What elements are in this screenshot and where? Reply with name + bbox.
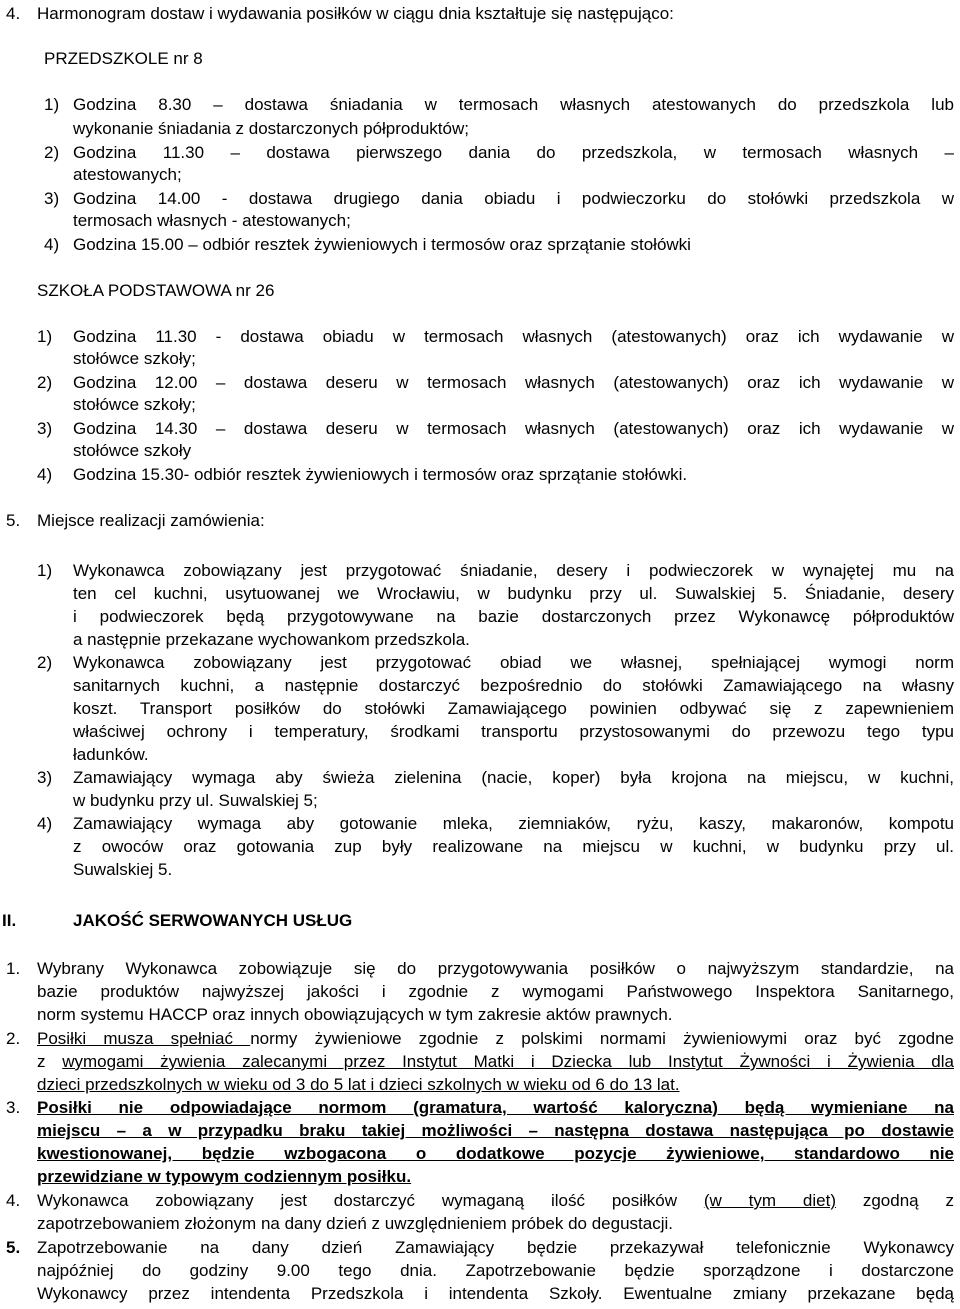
paragraph-line (37, 1052, 954, 1072)
paragraph-text: normy żywieniowe zgodnie z polskimi normami żywieniowymi oraz być zgodne (250, 1029, 954, 1048)
list-item-line: Wykonawca zobowiązany jest przygotować śniadanie, desery i podwieczorek w wynajętej mu na (73, 561, 954, 580)
list-item-line: koszt. Transport posiłków do stołówki Zamawiającego powinien odbywać się z zapewnieniem (73, 699, 954, 718)
paragraph-number: 3. (6, 1098, 21, 1117)
list-item-line: stołówce szkoły; (73, 349, 196, 368)
list-item-line: Godzina 15.30- odbiór resztek żywieniowych i termosów oraz sprzątanie stołówki. (73, 465, 688, 484)
paragraph-number: 5. (6, 1238, 21, 1257)
bold-underlined-line: kwestionowanej, będzie wzbogacona o dodatkowe pozycje żywieniowe, standardowo nie (37, 1144, 954, 1163)
bold-underlined-line: miejscu – a w przypadku braku takiej możliwości – następna dostawa następująca po dostawie (37, 1121, 954, 1140)
list-number: 1) (37, 327, 53, 346)
section-heading: JAKOŚĆ SERWOWANYCH USŁUG (73, 911, 353, 930)
list-number: 4) (37, 814, 53, 833)
subsection-title-przedszkole: PRZEDSZKOLE nr 8 (44, 49, 203, 68)
list-item-line: Godzina 11.30 - dostawa obiadu w termosach własnych (atestowanych) oraz ich wydawanie w (73, 327, 954, 346)
list-item-line: Zamawiający wymaga aby świeża zielenina (nacie, koper) była krojona na miejscu, w kuchni, (73, 768, 954, 787)
list-number: 4) (37, 465, 53, 484)
list-number: 1) (44, 95, 60, 114)
paragraph-text: Wykonawca zobowiązany jest dostarczyć wymaganą ilość posiłków (37, 1191, 704, 1210)
list-number: 1) (37, 561, 53, 580)
section-number: 5. (6, 511, 21, 530)
list-item-line: i podwieczorek będą przygotowywane na bazie dostarczonych przez Wykonawcę półproduktów (73, 607, 954, 626)
list-item-line: stołówce szkoły (73, 441, 192, 460)
bold-underlined-line: przewidziane w typowym codziennym posiłku. (37, 1167, 412, 1186)
paragraph-line: bazie produktów najwyższej jakości i zgodnie z wymogami Państwowego Inspektora Sanitarnego, (37, 982, 954, 1001)
section-heading: Harmonogram dostaw i wydawania posiłków w ciągu dnia kształtuje się następująco: (37, 4, 674, 23)
list-number: 3) (44, 189, 60, 208)
list-number: 2) (44, 143, 60, 162)
paragraph-line: norm systemu HACCP oraz innych obowiązujących w tym zakresie aktów prawnych. (37, 1005, 673, 1024)
paragraph-line (37, 1191, 954, 1211)
list-item-line: właściwej ochrony i temperatury, środkami transportu przystosowanymi do przewozu tego typu (73, 722, 954, 741)
list-item-line: w budynku przy ul. Suwalskiej 5; (73, 791, 318, 810)
paragraph-number: 1. (6, 959, 21, 978)
underlined-text: dzieci przedszkolnych w wieku od 3 do 5 lat i dzieci szkolnych w wieku od 6 do 13 lat. (37, 1075, 680, 1094)
list-item-line: ten cel kuchni, usytuowanej we Wrocławiu, w budynku przy ul. Suwalskiej 5. Śniadanie, desery (73, 584, 954, 603)
list-item-line: Wykonawca zobowiązany jest przygotować obiad we własnej, spełniającej wymogi norm (73, 653, 954, 672)
list-item-line: Godzina 14.30 – dostawa deseru w termosach własnych (atestowanych) oraz ich wydawanie w (73, 419, 954, 438)
paragraph-line: Zapotrzebowanie na dany dzień Zamawiający będzie przekazywał telefonicznie Wykonawcy (37, 1238, 954, 1257)
paragraph-line: Wykonawcy przez intendenta Przedszkola i intendenta Szkoły. Ewentualne zmiany przekazane będą (37, 1284, 954, 1303)
list-item-line: Godzina 8.30 – dostawa śniadania w termosach własnych atestowanych do przedszkola lub (73, 95, 954, 114)
list-item-line: Godzina 12.00 – dostawa deseru w termosach własnych (atestowanych) oraz ich wydawanie w (73, 373, 954, 392)
paragraph-text: zgodną z (836, 1191, 954, 1210)
list-item-line: wykonanie śniadania z dostarczonych półproduktów; (73, 119, 469, 138)
list-item-line: Suwalskiej 5. (73, 860, 173, 879)
list-number: 3) (37, 768, 53, 787)
paragraph-line: najpóźniej do godziny 9.00 tego dnia. Zapotrzebowanie będzie sporządzone i dostarczone (37, 1261, 954, 1280)
list-item-line: ładunków. (73, 745, 149, 764)
section-number: II. (2, 911, 17, 930)
list-item-line: Zamawiający wymaga aby gotowanie mleka, ziemniaków, ryżu, kaszy, makaronów, kompotu (73, 814, 954, 833)
list-item-line: stołówce szkoły; (73, 395, 196, 414)
paragraph-line: Wybrany Wykonawca zobowiązuje się do przygotowywania posiłków o najwyższym standardzie, na (37, 959, 954, 978)
underlined-text: Posiłki musza spełniać (37, 1029, 251, 1048)
paragraph-line: zapotrzebowaniem złożonym na dany dzień z uwzględnieniem próbek do degustacji. (37, 1214, 673, 1233)
list-item-line: a następnie przekazane wychowankom przedszkola. (73, 630, 470, 649)
underlined-text: (w tym diet) (703, 1191, 836, 1210)
paragraph-number: 4. (6, 1191, 21, 1210)
section-number: 4. (6, 4, 21, 23)
bold-underlined-line: Posiłki nie odpowiadające normom (gramatura, wartość kaloryczna) będą wymieniane na (37, 1098, 954, 1117)
list-item-line: Godzina 11.30 – dostawa pierwszego dania do przedszkola, w termosach własnych – (73, 143, 954, 162)
list-item-line: termosach własnych - atestowanych; (73, 211, 351, 230)
underlined-text: wymogami żywienia zalecanymi przez Instytut Matki i Dziecka lub Instytut Żywności i Żywienia dla (62, 1052, 954, 1071)
list-item-line: Godzina 15.00 – odbiór resztek żywieniowych i termosów oraz sprzątanie stołówki (73, 235, 691, 254)
list-item-line: z owoców oraz gotowania zup były realizowane na miejscu w kuchni, w budynku przy ul. (73, 837, 954, 856)
list-number: 3) (37, 419, 53, 438)
paragraph-text: z (37, 1052, 63, 1071)
section-heading: Miejsce realizacji zamówienia: (37, 511, 265, 530)
list-item-line: Godzina 14.00 - dostawa drugiego dania obiadu i podwieczorku do stołówki przedszkola w (73, 189, 954, 208)
paragraph-number: 2. (6, 1029, 21, 1048)
list-item-line: atestowanych; (73, 165, 182, 184)
list-number: 2) (37, 653, 53, 672)
subsection-title-szkola: SZKOŁA PODSTAWOWA nr 26 (37, 281, 275, 300)
paragraph-line (37, 1029, 954, 1049)
list-number: 2) (37, 373, 53, 392)
list-item-line: sanitarnych kuchni, a następnie dostarczyć bezpośrednio do stołówki Zamawiającego na własny (73, 676, 954, 695)
list-number: 4) (44, 235, 60, 254)
